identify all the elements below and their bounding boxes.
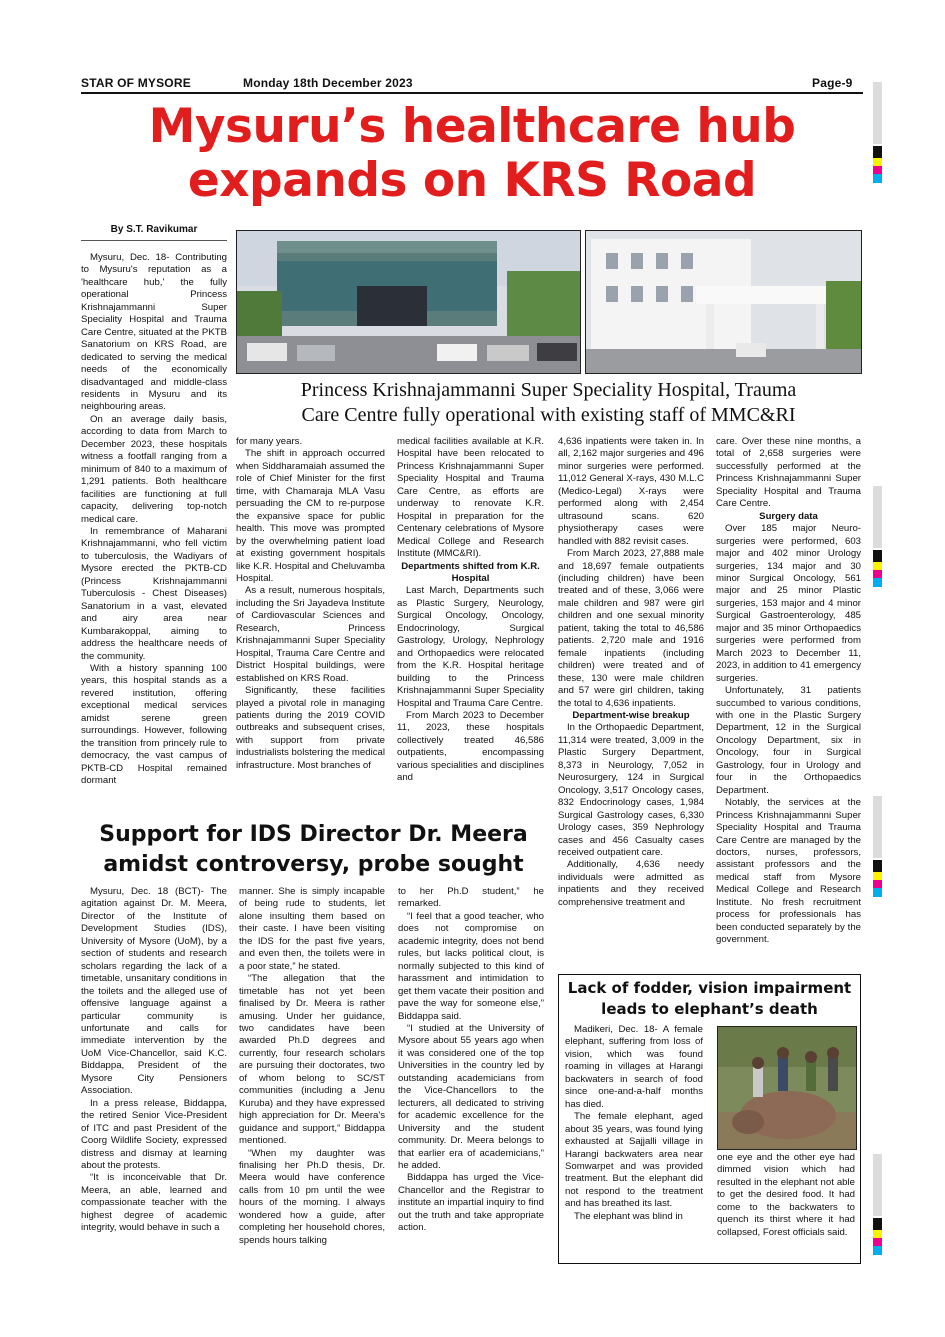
lead-headline bbox=[81, 100, 863, 208]
paragraph: one eye and the other eye had dimmed vision which had resulted in the elephant not able to get the desired food. It had come to the backwaters to quench its thirst where it had collapsed, Forest officials said. bbox=[717, 1152, 855, 1238]
masthead-rule bbox=[81, 92, 863, 94]
paragraph: Mysuru, Dec. 18- Contributing to Mysuru's reputation as a 'healthcare hub,' the fully operational Princess Krishnajammanni Super Speciality Hospital and Trauma Care Centre, situated at the PKTB Sanatorium on KRS Road, are dedicated to serving the medical needs of the economically disadvantaged and middle-class residents in Mysuru and its neighbouring areas. bbox=[81, 252, 227, 413]
paragraph: Notably, the services at the Princess Krishnajammanni Super Speciality Hospital and Trauma Care Centre are managed by the doctors, nurses, professors, assistant professors and the medical staff from Mysore Medical College and Research Institute. No fresh recruitment process for professionals has been conducted separately by the government. bbox=[716, 797, 861, 946]
meera-column-1 bbox=[81, 886, 227, 1235]
paragraph: As a result, numerous hospitals, including the Sri Jayadeva Institute of Cardiovascular Sciences and Research, Princess Krishnajammanni Super Speciality Hospital, Trauma Care Centre and District Hospital buildings, were established on KRS Road. bbox=[236, 585, 385, 684]
elephant-photo bbox=[717, 1026, 857, 1150]
registration-cyan bbox=[873, 174, 882, 183]
paragraph: for many years. bbox=[236, 436, 303, 447]
registration-yellow bbox=[873, 872, 882, 880]
paragraph: Last March, Departments such as Plastic Surgery, Neurology, Surgical Oncology, Oncology, Endocrinology, Surgical Gastrology, Urology, Nephrology and Orthopaedics were relocated from the K.R. Hospital heritage building to the Princess Krishnajammanni Super Speciality Hospital and Trauma Care Centre. bbox=[397, 585, 544, 709]
paragraph: manner. She is simply incapable of being rude to students, let alone insulting them based on their caste. I have been visiting the IDS for the past five years, and even then, the toilets were in a poor state,” he stated. bbox=[239, 886, 385, 972]
paragraph: On an average daily basis, according to data from March to December 2023, these hospitals witness a footfall ranging from a minimum of 840 to a maximum of 1,291 patients. Both healthcare facilities are functioning at full capacity, delivering top-notch medical care. bbox=[81, 413, 227, 525]
lead-column-3 bbox=[397, 436, 544, 785]
registration-magenta bbox=[873, 1238, 882, 1246]
meera-column-2 bbox=[239, 886, 385, 1247]
meera-headline-line2: amidst controversy, probe sought bbox=[103, 852, 524, 877]
paragraph: “When my daughter was finalising her Ph.D thesis, Dr. Meera would have conference calls from 10 pm until the wee hours of the morning. I always wondered how a guide, after completing her household chores, spends hours talking bbox=[239, 1147, 385, 1246]
paper-name: STAR OF MYSORE bbox=[81, 76, 191, 90]
elephant-headline bbox=[560, 978, 859, 1020]
registration-black bbox=[873, 1218, 882, 1230]
meera-column-3 bbox=[398, 886, 544, 1235]
paragraph: to her Ph.D student,” he remarked. bbox=[398, 886, 544, 910]
paragraph: care. Over these nine months, a total of 2,658 surgeries were successfully performed at the Princess Krishnajammanni Super Speciality Hospital and Trauma Care Centre. bbox=[716, 436, 861, 510]
paragraph: Biddappa has urged the Vice-Chancellor and the Registrar to institute an impartial inquiry to find out the truth and take appropriate action. bbox=[398, 1172, 544, 1234]
paragraph: From March 2023 to December 11, 2023, these hospitals collectively treated 46,586 outpatients, encompassing various specialities and disciplines and bbox=[397, 709, 544, 784]
page-number: Page-9 bbox=[812, 76, 853, 90]
caption-line1: Princess Krishnajammanni Super Speciality Hospital, Trauma bbox=[300, 379, 797, 401]
paragraph: In the Orthopaedic Department, 11,314 were treated, 3,009 in the Plastic Surgery Department, 8,373 in Neurology, 7,052 in Neurosurgery, 124 in Surgical Oncology, 3,517 Oncology cases, 832 Endocrinology cases, 1,984 Surgical Gastrology cases, 6,330 Urology cases, 359 Nephrology cases and 456 Casualty cases received outpatient care. bbox=[558, 722, 704, 858]
paragraph: Unfortunately, 31 patients succumbed to various conditions, with one in the Plastic Surgery Department, 12 in the Surgical Oncology Department, six in Oncology, four in Surgical Gastrology, four in Urology and four in the Orthopaedics Department. bbox=[716, 685, 861, 796]
grey-bar bbox=[873, 82, 882, 144]
registration-magenta bbox=[873, 880, 882, 888]
lead-headline-line2: expands on KRS Road bbox=[187, 153, 757, 208]
paragraph: Madikeri, Dec. 18- A female elephant, suffering from loss of vision, which was found roaming in villages at Harangi backwaters in search of food since one-and-a-half months has died. bbox=[565, 1024, 703, 1110]
grey-bar bbox=[873, 796, 882, 858]
registration-magenta bbox=[873, 166, 882, 174]
hospital-photo-left bbox=[236, 230, 581, 374]
photo-caption bbox=[236, 378, 861, 428]
registration-black bbox=[873, 146, 882, 158]
paragraph: In a press release, Biddappa, the retired Senior Vice-President of ITC and past President of the Coorg Wildlife Society, expressed distress and dismay at learning about the protests. bbox=[81, 1097, 227, 1171]
paragraph: Additionally, 4,636 needy individuals were admitted as inpatients and they received comprehensive treatment and bbox=[558, 859, 704, 908]
byline-rule bbox=[81, 240, 227, 241]
registration-black bbox=[873, 860, 882, 872]
registration-cyan bbox=[873, 578, 882, 587]
paragraph: “It is inconceivable that Dr. Meera, an able, learned and compassionate teacher with the highest degree of academic integrity, would behave in such a bbox=[81, 1172, 227, 1234]
paragraph: “I feel that a good teacher, who does not compromise on academic integrity, does not bend rules, but lacks political clout, is normally subjected to this kind of harassment and intimidation to get them vacate their position and pave the way for someone else,” Biddappa said. bbox=[398, 910, 544, 1022]
meera-headline bbox=[81, 820, 546, 880]
paragraph: From March 2023, 27,888 male and 18,697 female outpatients (including children) have been treated and of these, 3,066 were male children and 987 were girl children and one sexual minority patient, taking the total to 46,586 patients. 2,720 male and 1916 female inpatients (including children) were treated and of these, 130 were male children and 57 were girl children, taking the total to 4,636 inpatients. bbox=[558, 548, 704, 709]
subheading-surgery-data: Surgery data bbox=[759, 510, 818, 522]
elephant-column-1 bbox=[565, 1024, 703, 1223]
paragraph: “The allegation that the timetable has not yet been finalised by Dr. Meera is rather amusing. Under her guidance, two candidates have been awarded Ph.D degrees and currently, four research scholars are pursuing their doctorates, two of whom belong to SC/ST communities (including a Jenu Kuruba) and they have expressed high appreciation for Dr. Meera's guidance and support,” Biddappa mentioned. bbox=[239, 973, 385, 1147]
paragraph: In remembrance of Maharani Krishnajammanni, who fell victim to tuberculosis, the Wadiyars of Mysore erected the PKTB-CD (Princess Krishnajammanni Tuberculosis - Chest Diseases) Sanatorium in a vast, elevated and airy area near Kumbarakoppal, aiming to address the healthcare needs of the community. bbox=[81, 525, 227, 662]
subheading-department-breakup: Department-wise breakup bbox=[572, 709, 690, 721]
byline: By S.T. Ravikumar bbox=[110, 224, 198, 235]
lead-column-4 bbox=[558, 436, 704, 909]
paragraph: The elephant was blind in bbox=[574, 1210, 683, 1222]
registration-yellow bbox=[873, 1230, 882, 1238]
lead-column-2 bbox=[236, 436, 385, 772]
registration-black bbox=[873, 550, 882, 562]
paragraph: The shift in approach occurred when Siddharamaiah assumed the role of Chief Minister for the first time, with Chamaraja MLA Vasu persuading the CM to re-purpose the expansive space for public health. This move was prompted by the overwhelming patient load at existing government hospitals like K.R. Hospital and Cheluvamba Hospital. bbox=[236, 448, 385, 584]
paragraph: With a history spanning 100 years, this hospital stands as a revered institution, offering exceptional medical services amidst serene green surroundings. However, following the transition from princely rule to democracy, the vast campus of PKTB-CD Hospital remained dormant bbox=[81, 662, 227, 787]
registration-cyan bbox=[873, 888, 882, 897]
subheading-departments-shifted: Departments shifted from K.R. Hospital bbox=[401, 560, 540, 584]
paragraph: “I studied at the University of Mysore about 55 years ago when it was considered one of the top Universities in the country led by outstanding academicians from the Vice-Chancellors to the lecturers, all dedicated to striving for academic excellence for the University and the student community. Dr. Meera belongs to that earlier era of academicians,” he added. bbox=[398, 1022, 544, 1171]
lead-column-1 bbox=[81, 252, 227, 787]
paragraph: The female elephant, aged about 35 years, was found lying exhausted at Sajjalli village in Harangi backwaters area near Somwarpet and was provided treatment. But the elephant did not respond to the treatment and has breathed its last. bbox=[565, 1111, 703, 1210]
registration-yellow bbox=[873, 562, 882, 570]
registration-magenta bbox=[873, 570, 882, 578]
lead-headline-line1: Mysuru’s healthcare hub bbox=[148, 99, 796, 154]
caption-line2: Care Centre fully operational with existing staff of MMC&RI bbox=[301, 404, 796, 426]
registration-yellow bbox=[873, 158, 882, 166]
paragraph: Significantly, these facilities played a pivotal role in managing patients during the 2019 COVID outbreaks and subsequent crises, with support from private industrialists bolstering the medical infrastructure. Most branches of bbox=[236, 685, 385, 771]
grey-bar bbox=[873, 1154, 882, 1216]
elephant-column-2 bbox=[717, 1152, 855, 1239]
meera-headline-line1: Support for IDS Director Dr. Meera bbox=[99, 822, 528, 847]
elephant-headline-line1: Lack of fodder, vision impairment bbox=[567, 979, 852, 997]
paragraph: medical facilities available at K.R. Hospital have been relocated to Princess Krishnajammanni Super Speciality Hospital and Trauma Care Centre, as efforts are underway to renovate K.R. Hospital in preparation for the Centenary celebrations of Mysore Medical College and Research Institute (MMC&RI). bbox=[397, 436, 544, 560]
registration-cyan bbox=[873, 1246, 882, 1255]
paragraph: 4,636 inpatients were taken in. In all, 2,162 major surgeries and 496 minor surgeries were performed. 11,012 General X-rays, 430 M.L.C (Medico-Legal) X-rays were performed along with 2,454 ultrasound scans. 620 physiotherapy cases were handled with 882 revisit cases. bbox=[558, 436, 704, 547]
paragraph: Over 185 major Neuro-surgeries were performed, 603 major and 402 minor Urology surgeries, 134 major and 30 minor Surgical Oncology, 561 major and 25 minor Plastic surgeries, 153 major and 4 minor Surgical Gastroenterology, 485 major and 35 minor Orthopaedics surgeries were performed from March 2023 to December 11, 2023, in addition to 41 emergency surgeries. bbox=[716, 523, 861, 684]
hospital-photo-right bbox=[585, 230, 862, 374]
paragraph: Mysuru, Dec. 18 (BCT)- The agitation against Dr. M. Meera, Director of the Institute of Development Studies (IDS), University of Mysore (UoM), by a section of students and research scholars regarding the lack of a timetable, unsanitary conditions in the toilets and the alleged use of offensive language against a particular community is unfortunate and calls for immediate intervention by the UoM Vice-Chancellor, said K.C. Biddappa, President of the Mysore City Pensioners Association. bbox=[81, 886, 227, 1097]
grey-bar bbox=[873, 486, 882, 548]
lead-column-5 bbox=[716, 436, 861, 947]
issue-date: Monday 18th December 2023 bbox=[243, 76, 413, 90]
elephant-headline-line2: leads to elephant’s death bbox=[601, 1000, 818, 1018]
